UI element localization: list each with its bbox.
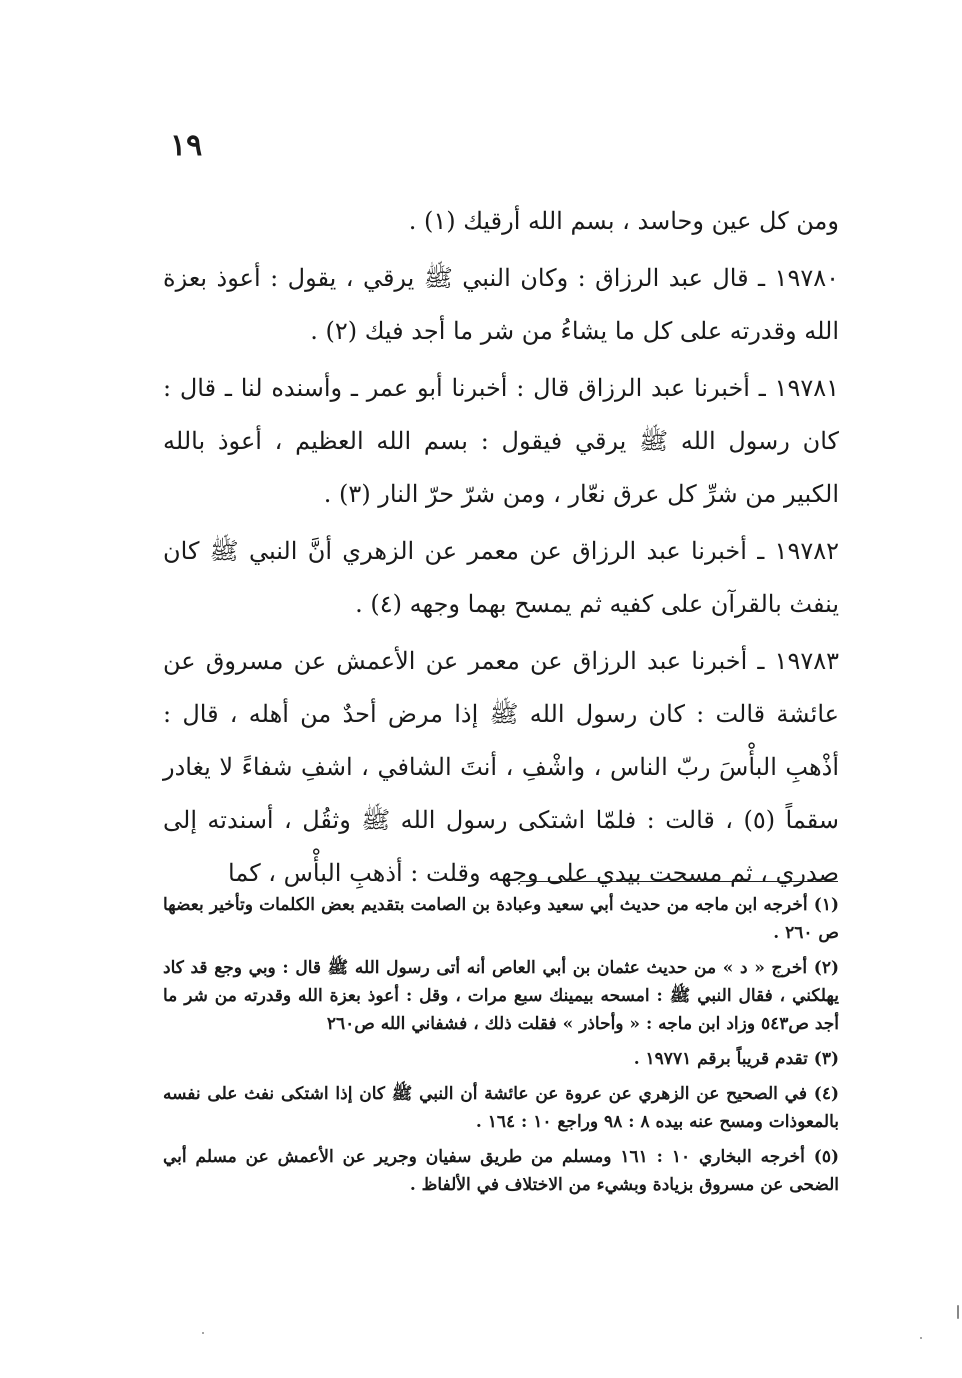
footnote-2: (٢) أخرج « د » من حديث عثمان بن أبي العاص أنه أتى رسول الله ﷺ قال : وبي وجع قد كاد يهلكني ، فقال النبي ﷺ : امسحه بيمينك سبع مرات ، وقل : أعوذ بعزة الله وقدرته من شر ما أجد ص٥٤٣ وزاد ابن ماجه : « وأحاذر » فقلت ذلك ، فشفاني الله ص٢٦٠ xyxy=(163,958,839,1034)
footnote-1: (١) أخرجه ابن ماجه من حديث أبي سعيد وعبادة بن الصامت بتقديم بعض الكلمات وتأخير بعضها ص ٢٦٠ . xyxy=(163,895,839,943)
paragraph-opening: ومن كل عين وحاسد ، بسم الله أرقيك (١) . xyxy=(408,207,839,235)
paragraph-hadith-19783: ١٩٧٨٣ ـ أخبرنا عبد الرزاق عن معمر عن الأعمش عن مسروق عن عائشة قالت : كان رسول الله ﷺ إذا مرض أحدٌ من أهله ، قال : أذْهبِ البأْسَ ربّ الناس ، واشْفِ ، أنتَ الشافي ، اشفِ شفاءً لا يغادر سقماً (٥) ، قالت : فلمّا اشتكى رسول الله ﷺ وثقُل ، أسندته إلى صدري ، ثم مسحت بيدي على وجهه وقلت : أذهبِ البأْس ، كما xyxy=(163,647,839,887)
page-number: ١٩ xyxy=(170,128,203,163)
main-text xyxy=(163,195,839,904)
footnote-3: (٣) تقدم قريباً برقم ١٩٧٧١ . xyxy=(633,1049,839,1069)
footnote-5: (٥) أخرجه البخاري ١٠ : ١٦١ ومسلم من طريق سفيان وجرير عن الأعمش عن مسلم أبي الضحى عن مسروق بزيادة وبشيء من الاختلاف في الألفاظ . xyxy=(163,1147,839,1195)
paragraph-hadith-19780: ١٩٧٨٠ ـ قال عبد الرزاق : وكان النبي ﷺ يرقي ، يقول : أعوذ بعزة الله وقدرته على كل ما يشاءُ من شر ما أجد فيك (٢) . xyxy=(163,264,839,345)
paragraph-hadith-19781: ١٩٧٨١ ـ أخبرنا عبد الرزاق قال : أخبرنا أبو عمر ـ وأسنده لنا ـ قال : كان رسول الله ﷺ يرقي فيقول : بسم الله العظيم ، أعوذ بالله الكبير من شرِّ كل عرق نعّار ، ومن شرّ حرّ النار (٣) . xyxy=(163,374,839,508)
scan-speck xyxy=(957,1305,959,1319)
paragraph-hadith-19782: ١٩٧٨٢ ـ أخبرنا عبد الرزاق عن معمر عن الزهري أنَّ النبي ﷺ كان ينفث بالقرآن على كفيه ثم يمسح بهما وجهه (٤) . xyxy=(163,537,839,618)
scan-speck xyxy=(920,1337,922,1339)
footnotes xyxy=(163,891,839,1206)
footnote-divider xyxy=(520,881,838,882)
footnote-4: (٤) في الصحيح عن الزهري عن عروة عن عائشة أن النبي ﷺ كان إذا اشتكى نفث على نفسه بالمعوذات ومسح عنه بيده ٨ : ٩٨ وراجع ١٠ : ١٦٤ . xyxy=(163,1084,839,1132)
scan-speck xyxy=(202,1332,204,1334)
